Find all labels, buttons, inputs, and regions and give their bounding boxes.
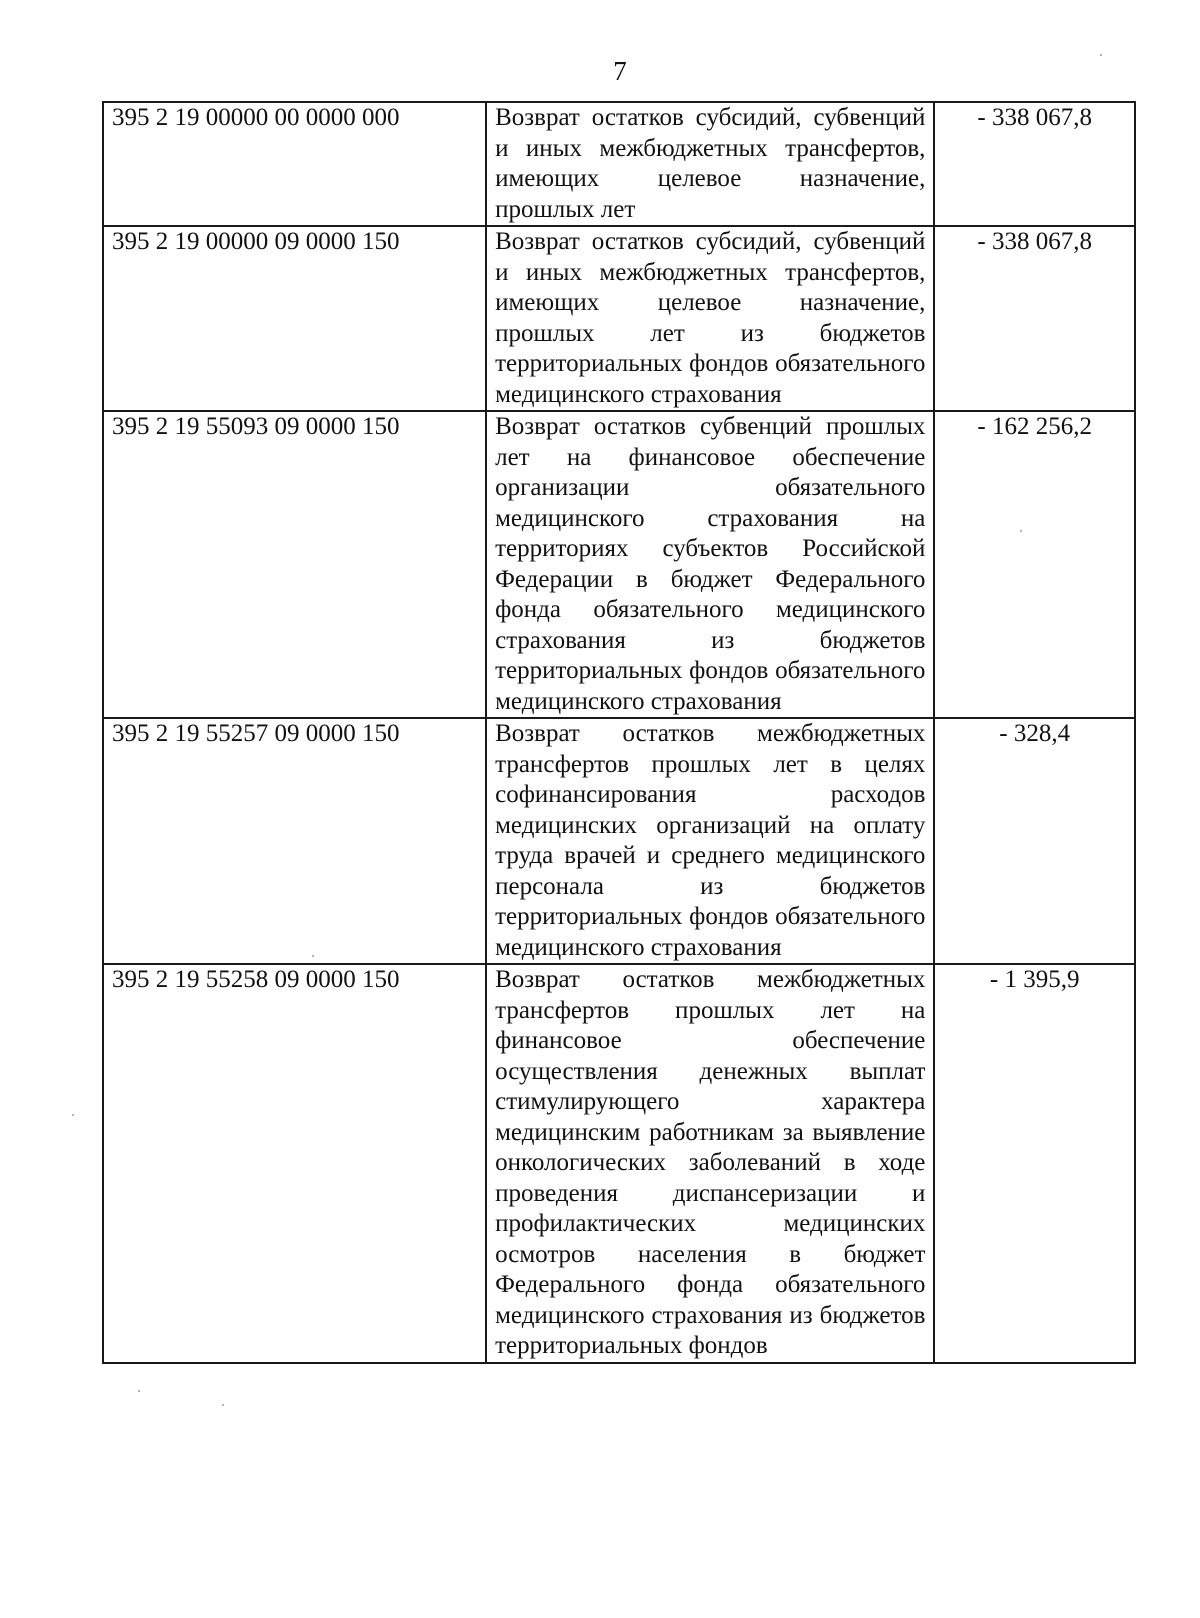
amount-cell: - 1 395,9 (934, 964, 1135, 1363)
page-number: 7 (613, 56, 627, 86)
description-cell: Возврат остатков межбюджетных трансфертов прошлых лет на финансовое обеспечение осуществления денежных выплат стимулирующего характера медицинским работникам за выявление онкологических заболеваний в ходе проведения диспансеризации и профилактических медицинских осмотров населения в бюджет Федерального фонда обязательного медицинского страхования из бюджетов территориальных фондов (486, 964, 934, 1363)
amount-cell: - 162 256,2 (934, 411, 1135, 718)
budget-code-cell: 395 2 19 00000 09 0000 150 (103, 226, 486, 411)
amount-cell: - 328,4 (934, 718, 1135, 964)
scan-speck (72, 1114, 74, 1116)
table-row (103, 964, 1135, 1363)
scan-speck (138, 1390, 140, 1392)
budget-code-cell: 395 2 19 00000 00 0000 000 (103, 102, 486, 226)
budget-table (102, 101, 1136, 1364)
scan-speck (1100, 54, 1102, 56)
scan-speck (312, 955, 314, 957)
table-row (103, 226, 1135, 411)
table-row (103, 718, 1135, 964)
table-row (103, 411, 1135, 718)
scan-speck (1020, 530, 1022, 532)
amount-cell: - 338 067,8 (934, 226, 1135, 411)
description-cell: Возврат остатков субсидий, субвенций и иных межбюджетных трансфертов, имеющих целевое назначение, прошлых лет (486, 102, 934, 226)
description-cell: Возврат остатков межбюджетных трансфертов прошлых лет в целях софинансирования расходов медицинских организаций на оплату труда врачей и среднего медицинского персонала из бюджетов территориальных фондов обязательного медицинского страхования (486, 718, 934, 964)
budget-code-cell: 395 2 19 55257 09 0000 150 (103, 718, 486, 964)
scan-speck (222, 1404, 224, 1406)
table-row (103, 102, 1135, 226)
amount-cell: - 338 067,8 (934, 102, 1135, 226)
description-cell: Возврат остатков субвенций прошлых лет на финансовое обеспечение организации обязательного медицинского страхования на территориях субъектов Российской Федерации в бюджет Федерального фонда обязательного медицинского страхования из бюджетов территориальных фондов обязательного медицинского страхования (486, 411, 934, 718)
description-cell: Возврат остатков субсидий, субвенций и иных межбюджетных трансфертов, имеющих целевое назначение, прошлых лет из бюджетов территориальных фондов обязательного медицинского страхования (486, 226, 934, 411)
budget-code-cell: 395 2 19 55258 09 0000 150 (103, 964, 486, 1363)
budget-code-cell: 395 2 19 55093 09 0000 150 (103, 411, 486, 718)
